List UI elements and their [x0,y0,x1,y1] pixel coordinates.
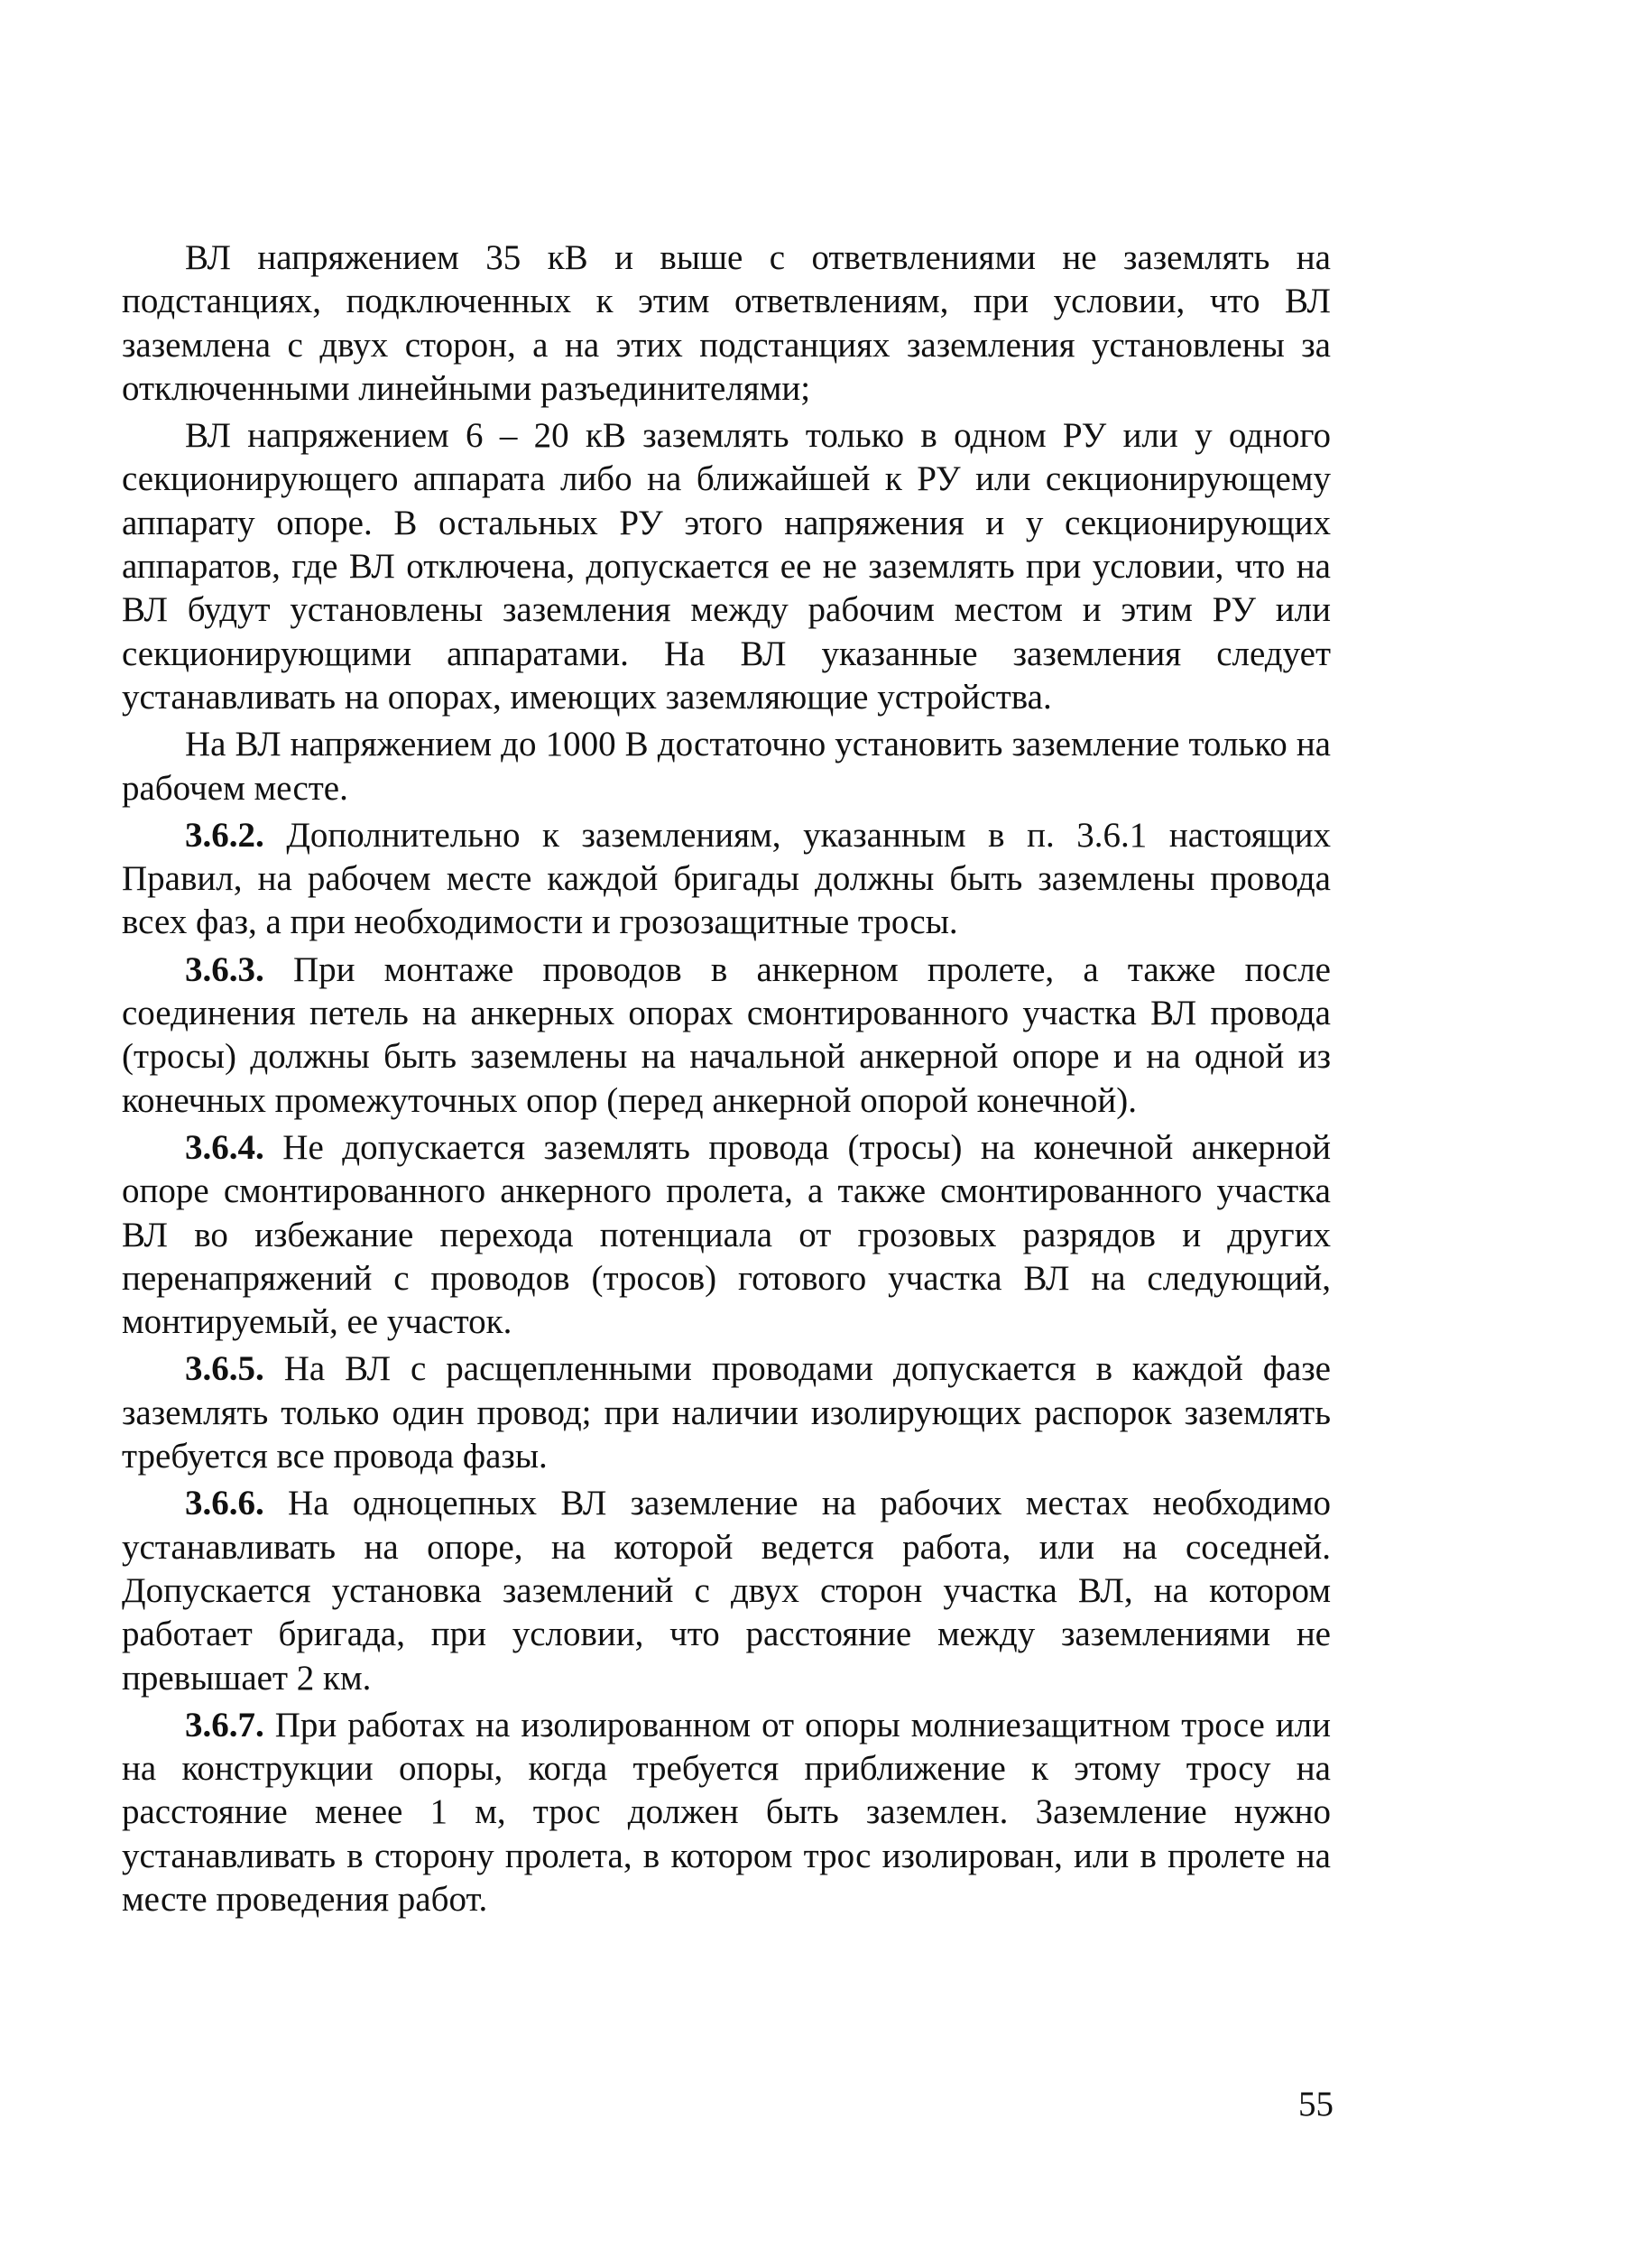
clause-number: 3.6.3. [185,949,264,989]
paragraph-text: Не допускается заземлять провода (тросы) на конечной анкерной опоре смонтированного анкерного пролета, а также смонтированного участка ВЛ во избежание перехода потенциала от грозовых разрядов и других перенапряжений с проводов (тросов) готового участка ВЛ на следующий, монтируемый, ее участок. [122,1127,1331,1342]
clause-number: 3.6.7. [185,1705,264,1745]
paragraph [122,814,1331,945]
paragraph-text: При монтаже проводов в анкерном пролете, а также после соединения петель на анкерных опорах смонтированного участка ВЛ провода (тросы) должны быть заземлены на начальной анкерной опоре и на одной из конечных промежуточных опор (перед анкерной опорой конечной). [122,949,1331,1120]
paragraph-text: На ВЛ напряжением до 1000 В достаточно установить заземление только на рабочем месте. [122,725,1331,808]
paragraph [122,1482,1331,1699]
clause-number: 3.6.2. [185,815,264,855]
paragraph [122,414,1331,719]
paragraph-text: Дополнительно к заземлениям, указанным в п. 3.6.1 настоящих Правил, на рабочем месте каждой бригады должны быть заземлены провода всех фаз, а при необходимости и грозозащитные тросы. [122,815,1331,942]
paragraph-text: ВЛ напряжением 35 кВ и выше с ответвлениями не заземлять на подстанциях, подключенных к этим ответвлениям, при условии, что ВЛ заземлена с двух сторон, а на этих подстанциях заземления установлены за отключенными линейными разъединителями; [122,238,1331,408]
paragraph [122,1704,1331,1921]
paragraph [122,949,1331,1123]
paragraph [122,236,1331,411]
paragraph [122,1347,1331,1478]
body-text [122,236,1331,1925]
paragraph [122,1126,1331,1344]
paragraph-text: На одноцепных ВЛ заземление на рабочих местах необходимо устанавливать на опоре, на которой ведется работа, или на соседней. Допускается установка заземлений с двух сторон участка ВЛ, на котором работает бригада, при условии, что расстояние между заземлениями не превышает 2 км. [122,1484,1331,1698]
clause-number: 3.6.4. [185,1127,264,1167]
clause-number: 3.6.5. [185,1349,264,1389]
paragraph-text: На ВЛ с расщепленными проводами допускается в каждой фазе заземлять только один провод; при наличии изолирующих распорок заземлять требуется все провода фазы. [122,1349,1331,1476]
clause-number: 3.6.6. [185,1484,264,1523]
paragraph [122,723,1331,810]
paragraph-text: При работах на изолированном от опоры молниезащитном тросе или на конструкции опоры, когда требуется приближение к этому тросу на расстояние менее 1 м, трос должен быть заземлен. Заземление нужно устанавливать в сторону пролета, в котором трос изолирован, или в пролете на месте проведения работ. [122,1705,1331,1919]
paragraph-text: ВЛ напряжением 6 – 20 кВ заземлять только в одном РУ или у одного секционирующего аппарата либо на ближайшей к РУ или секционирующему аппарату опоре. В остальных РУ этого напряжения и у секционирующих аппаратов, где ВЛ отключена, допускается ее не заземлять при условии, что на ВЛ будут установлены заземления между рабочим местом и этим РУ или секционирующими аппаратами. На ВЛ указанные заземления следует устанавливать на опорах, имеющих заземляющие устройства. [122,416,1331,717]
page-number: 55 [1298,2085,1334,2124]
